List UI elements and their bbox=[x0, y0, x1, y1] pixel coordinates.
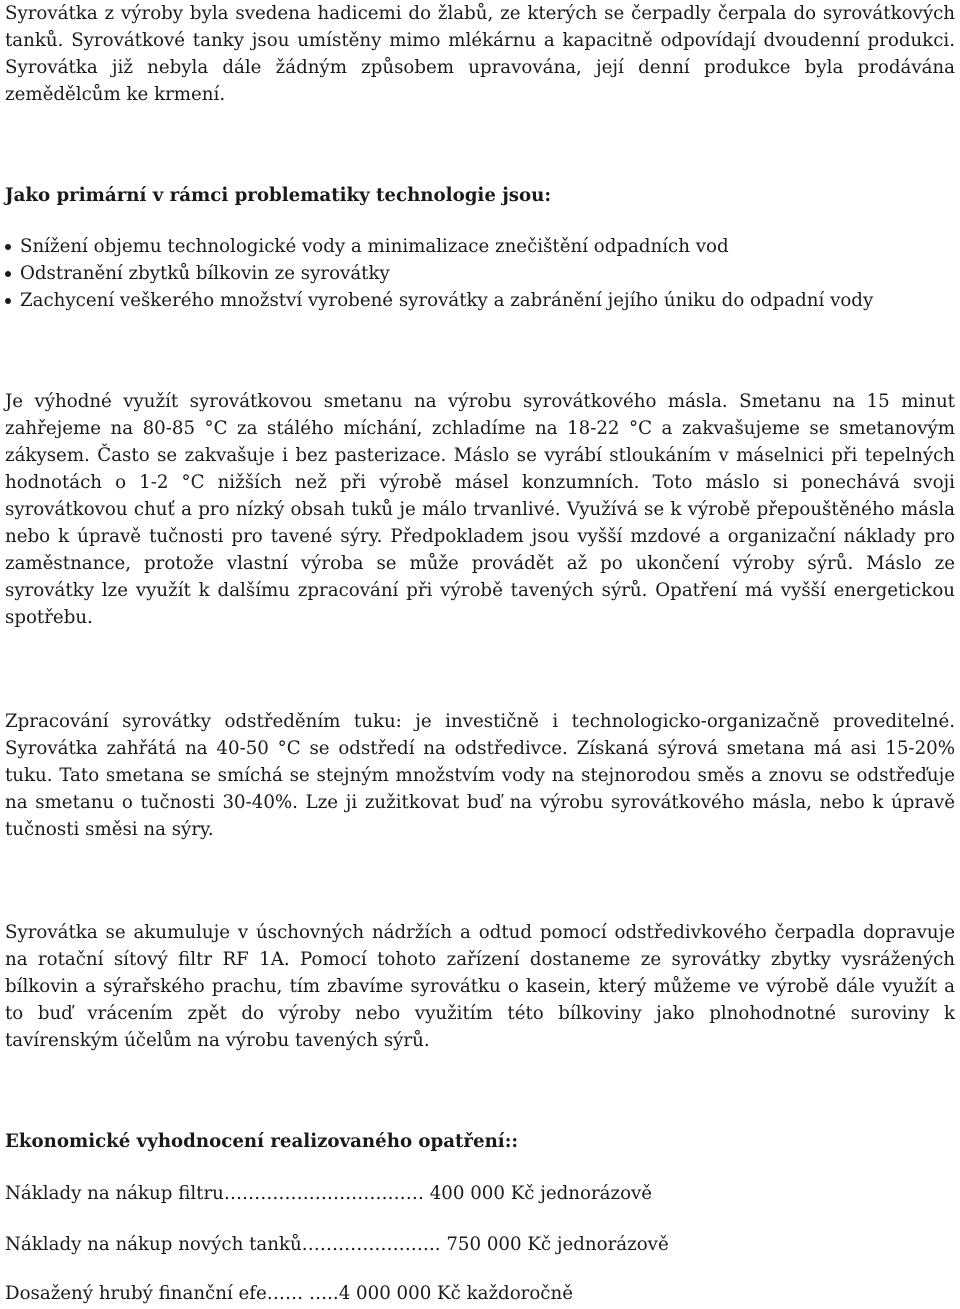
list-item-text: Snížení objemu technologické vody a minimalizace znečištění odpadních vod bbox=[20, 236, 729, 257]
economics-line-financial-effect: Dosažený hrubý finanční efe…… …..4 000 000 Kč každoročně bbox=[5, 1283, 573, 1304]
bullet-icon bbox=[5, 244, 11, 250]
bullet-icon bbox=[5, 271, 11, 277]
list-item bbox=[5, 287, 955, 314]
economics-line-filter-cost: Náklady na nákup filtru…………………………… 400 000 Kč jednorázově bbox=[5, 1183, 653, 1204]
butter-paragraph: Je výhodné využít syrovátkovou smetanu na výrobu syrovátkového másla. Smetanu na 15 minut zahřejeme na 80-85 °C za stálého míchání, zchladíme na 18-22 °C a zakvašujeme se smetanovým zákysem. Často se zakvašuje i bez pasterizace. Máslo se vyrábí stloukáním v máselnici při tepelných hodnotách o 1-2 °C nižších než při výrobě másel konzumních. Toto máslo si ponechává svoji syrovátkovou chuť a pro nízký obsah tuků je málo trvanlivé. Využívá se k výrobě přepouštěného másla nebo k úpravě tučnosti pro tavené sýry. Předpokladem jsou vyšší mzdové a organizační náklady pro zaměstnance, protože vlastní výroba se může provádět až po ukončení výroby sýrů. Máslo ze syrovátky lze využít k dalšímu zpracování při výrobě tavených sýrů. Opatření má vyšší energetickou spotřebu. bbox=[5, 391, 955, 628]
list-item bbox=[5, 260, 955, 287]
centrifuge-paragraph: Zpracování syrovátky odstředěním tuku: je investičně i technologicko-organizačně proveditelné. Syrovátka zahřátá na 40-50 °C se odstředí na odstředivce. Získaná sýrová smetana má asi 15-20% tuku. Tato smetana se smíchá se stejným množstvím vody na stejnorodou směs a znovu se odstřeďuje na smetanu o tučnosti 30-40%. Lze ji zužitkovat buď na výrobu syrovátkového másla, nebo k úpravě tučnosti směsi na sýry. bbox=[5, 711, 955, 840]
technology-list bbox=[5, 233, 955, 314]
economics-heading: Ekonomické vyhodnocení realizovaného opatření:: bbox=[5, 1131, 519, 1152]
technology-heading: Jako primární v rámci problematiky technologie jsou: bbox=[5, 185, 552, 206]
filter-paragraph: Syrovátka se akumuluje v úschovných nádržích a odtud pomocí odstředivkového čerpadla dopravuje na rotační sítový filtr RF 1A. Pomocí tohoto zařízení dostaneme ze syrovátky zbytky vysrážených bílkovin a sýrařského prachu, tím zbavíme syrovátku o kasein, který můžeme ve výrobě dále využít a to buď vrácením zpět do výroby nebo využitím této bílkoviny jako plnohodnotné suroviny k tavírenským účelům na výrobu tavených sýrů. bbox=[5, 922, 955, 1051]
list-item-text: Odstranění zbytků bílkovin ze syrovátky bbox=[20, 263, 390, 284]
list-item-text: Zachycení veškerého množství vyrobené syrovátky a zabránění jejího úniku do odpadní vody bbox=[20, 290, 874, 311]
economics-line-tank-cost: Náklady na nákup nových tanků………………….. 750 000 Kč jednorázově bbox=[5, 1234, 669, 1255]
bullet-icon bbox=[5, 298, 11, 304]
list-item bbox=[5, 233, 955, 260]
intro-paragraph: Syrovátka z výroby byla svedena hadicemi do žlabů, ze kterých se čerpadly čerpala do syrovátkových tanků. Syrovátkové tanky jsou umístěny mimo mlékárnu a kapacitně odpovídají dvoudenní produkci. Syrovátka již nebyla dále žádným způsobem upravována, její denní produkce byla prodávána zemědělcům ke krmení. bbox=[5, 3, 955, 105]
